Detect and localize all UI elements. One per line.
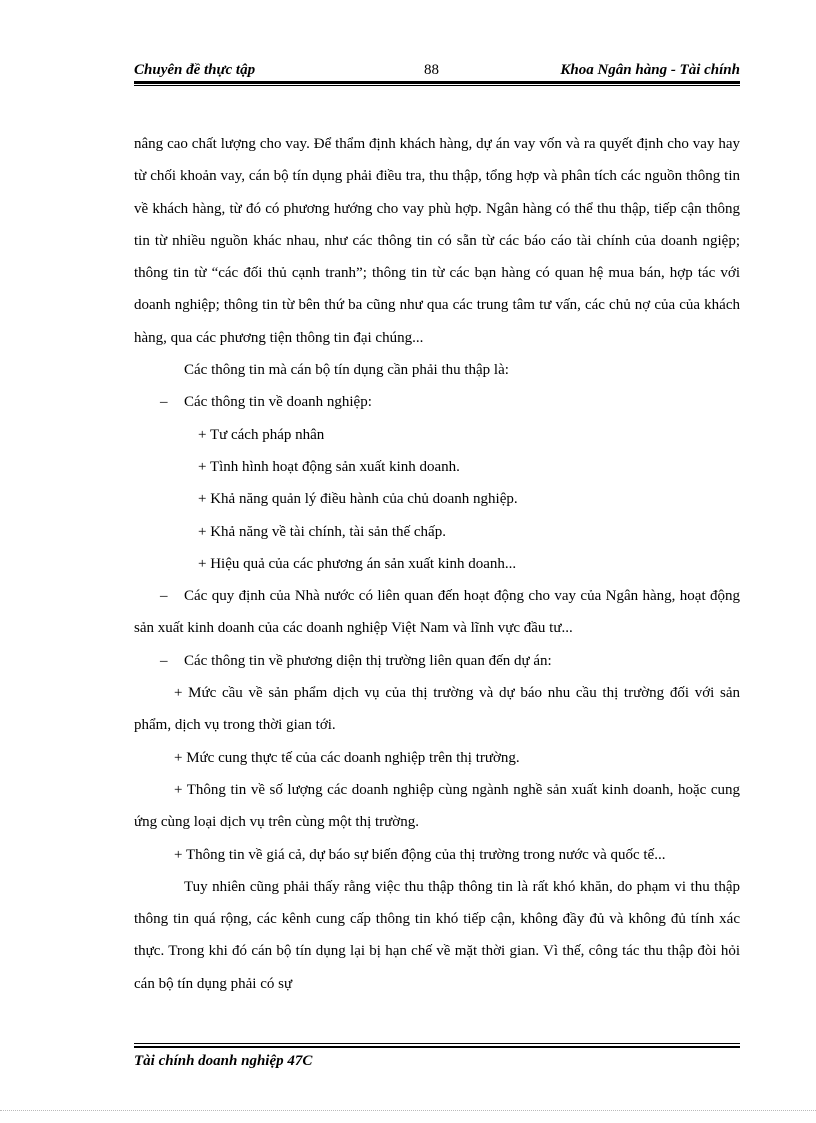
intro-line: Các thông tin mà cán bộ tín dụng cần phải thu thập là: (184, 362, 509, 379)
sub-item: + Khả năng quản lý điều hành của chủ doanh nghiệp. (198, 491, 518, 508)
paragraph: nâng cao chất lượng cho vay. Để thẩm định khách hàng, dự án vay vốn và ra quyết định cho vay hay từ chối khoản vay, cán bộ tín dụng phải điều tra, thu thập, tổng hợp và phân tích các nguồn thông tin về khách hàng, từ đó có phương hướng cho vay phù hợp. Ngân hàng có thể thu thập, tiếp cận thông tin từ nhiều nguồn khác nhau, như các thông tin có sẵn từ các báo cáo tài chính của doanh ngiệp; thông tin từ “các đối thủ cạnh tranh”; thông tin từ các bạn hàng có quan hệ mua bán, hợp tác với doanh nghiệp; thông tin từ bên thứ ba cũng như qua các trung tâm tư vấn, các chủ nợ của của khách hàng, qua các phương tiện thông tin đại chúng... (134, 136, 740, 346)
page-body (134, 128, 740, 1000)
paragraph: Tuy nhiên cũng phải thấy rằng việc thu thập thông tin là rất khó khăn, do phạm vi thu thập thông tin quá rộng, các kênh cung cấp thông tin khó tiếp cận, không đầy đủ và không đủ tính xác thực. Trong khi đó cán bộ tín dụng lại bị hạn chế về mặt thời gian. Vì thế, công tác thu thập đòi hỏi cán bộ tín dụng phải có sự (134, 878, 740, 992)
page-header (134, 58, 740, 82)
sub-item: + Mức cầu về sản phẩm dịch vụ của thị trường và dự báo nhu cầu thị trường đối với sản phẩm, dịch vụ trong thời gian tới. (134, 685, 740, 734)
dash-text: Các thông tin về phương diện thị trường liên quan đến dự án: (184, 652, 552, 669)
dash-text: Các quy định của Nhà nước có liên quan đến hoạt động cho vay của Ngân hàng, hoạt động sản xuất kinh doanh của các doanh nghiệp Việt Nam và lĩnh vực đầu tư... (134, 588, 740, 637)
sub-item: + Mức cung thực tế của các doanh nghiệp trên thị trường. (174, 749, 520, 766)
dash-text: Các thông tin về doanh nghiệp: (184, 394, 372, 411)
header-rule (134, 81, 740, 84)
sub-item: + Khả năng về tài chính, tài sản thế chấp. (198, 523, 446, 540)
sub-item: + Thông tin về số lượng các doanh nghiệp cùng ngành nghề sản xuất kinh doanh, hoặc cung ứng cùng loại dịch vụ trên cùng một thị trường. (134, 781, 740, 831)
header-title: Chuyên đề thực tập (134, 62, 256, 78)
page-footer: Tài chính doanh nghiệp 47C (134, 1053, 313, 1069)
header-department: Khoa Ngân hàng - Tài chính (560, 62, 740, 78)
dash-marker: – (160, 394, 168, 411)
dash-item (134, 580, 740, 645)
footer-rule-thin (134, 1043, 740, 1044)
footer-rule (134, 1046, 740, 1048)
sub-item: + Hiệu quả của các phương án sản xuất kinh doanh... (198, 555, 517, 572)
sub-item: + Tư cách pháp nhân (198, 426, 325, 443)
dash-marker: – (160, 588, 168, 605)
sub-item: + Tình hình hoạt động sản xuất kinh doanh. (198, 458, 460, 475)
dash-item (134, 645, 740, 677)
dash-item (134, 386, 740, 418)
page-number: 88 (424, 62, 439, 78)
dash-marker: – (160, 652, 168, 669)
sub-item: + Thông tin về giá cả, dự báo sự biến động của thị trường trong nước và quốc tế... (174, 846, 666, 863)
header-rule-thin (134, 85, 740, 86)
page-edge (0, 1110, 816, 1111)
